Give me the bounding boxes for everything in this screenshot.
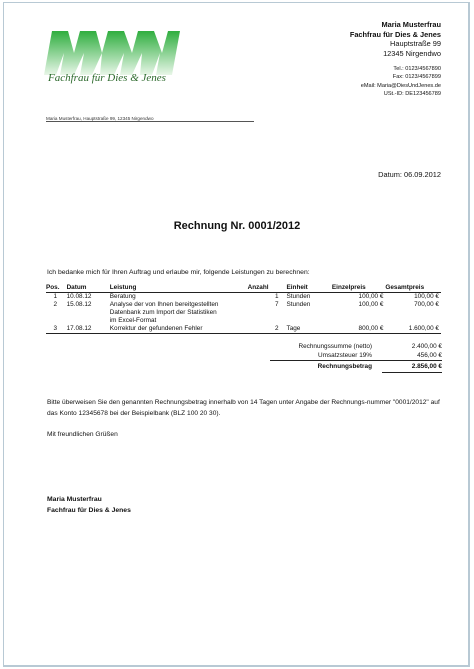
header-pos: Pos. <box>46 283 67 293</box>
header-service: Leistung <box>110 283 248 293</box>
sender-email: eMail: Maria@DiesUndJenes.de <box>360 82 441 89</box>
items-table <box>46 283 441 334</box>
sender-name: Maria Musterfrau <box>381 20 441 29</box>
cell-unit: Stunden <box>286 300 311 308</box>
table-row <box>46 293 441 301</box>
header-date: Datum <box>67 283 110 293</box>
header-unit-price: Einzelpreis <box>332 283 385 293</box>
totals-rule <box>270 360 442 361</box>
cell-date: 17.08.12 <box>67 325 110 333</box>
return-address-rule <box>46 121 254 122</box>
table-row <box>46 325 441 333</box>
service-line: Korrektur der gefundenen Fehler <box>109 324 203 332</box>
cell-unit: Stunden <box>286 293 311 300</box>
vat-row <box>270 352 442 361</box>
cell-total: 700,00 € <box>414 300 439 308</box>
cell-pos: 3 <box>46 325 67 333</box>
cell-unit-price: 800,00 € <box>332 325 385 333</box>
intro-text: Ich bedanke mich für Ihren Auftrag und erlaube mir, folgende Leistungen zu berechnen: <box>47 269 310 276</box>
cell-quantity: 7 <box>274 300 279 308</box>
logo-text: Fachfrau für Dies & Jenes <box>48 72 166 84</box>
net-total-label: Rechnungssumme (netto) <box>298 343 372 350</box>
signature-name: Maria Musterfrau <box>47 496 102 503</box>
closing-greeting: Mit freundlichen Grüßen <box>47 431 118 438</box>
header-total: Gesamtpreis <box>385 283 441 293</box>
sender-vat-id: USt.-ID: DE123456789 <box>383 91 441 98</box>
service-line: im Excel-Format <box>109 316 157 324</box>
cell-total: 1.600,00 € <box>385 325 441 333</box>
cell-quantity: 1 <box>274 293 279 300</box>
cell-pos: 1 <box>53 293 58 300</box>
vat-value: 456,00 € <box>417 351 442 359</box>
table-header-row <box>46 283 441 293</box>
sender-block <box>350 20 441 99</box>
header-quantity: Anzahl <box>248 283 281 293</box>
invoice-page <box>3 2 470 667</box>
gross-total-label: Rechnungsbetrag <box>317 363 372 371</box>
signature-block <box>47 494 131 516</box>
service-line: Beratung <box>109 293 136 300</box>
service-line: Analyse der von Ihnen bereitgestellten <box>109 300 219 308</box>
header-unit: Einheit <box>281 283 332 293</box>
gross-total-value: 2.856,00 € <box>382 363 442 373</box>
service-line: Datenbank zum Import der Statistiken <box>109 308 217 316</box>
vat-label: Umsatzsteuer 19% <box>318 351 372 359</box>
net-total-row <box>270 343 442 352</box>
cell-quantity: 2 <box>248 325 281 333</box>
invoice-title: Rechnung Nr. 0001/2012 <box>173 220 301 232</box>
sender-phone: Tel.: 0123/4567890 <box>393 65 441 72</box>
payment-instructions: Bitte überweisen Sie den genannten Rechnungsbetrag innerhalb von 14 Tagen unter Angabe der Rechnungs-nummer "0001/2012" auf das Konto 12345678 bei der Beispielbank (BLZ 100 20 30). <box>47 399 440 417</box>
sender-company: Fachfrau für Dies & Jenes <box>349 29 441 39</box>
cell-service <box>110 301 248 325</box>
invoice-date: Datum: 06.09.2012 <box>378 170 441 179</box>
cell-unit: Tage <box>281 325 332 333</box>
cell-date: 10.08.12 <box>66 293 92 300</box>
totals-block <box>270 343 442 373</box>
cell-date: 15.08.12 <box>66 300 92 308</box>
gross-total-row <box>270 363 442 373</box>
return-address: Maria Musterfrau, Hauptstraße 99, 12345 Nirgendwo <box>46 116 154 121</box>
cell-unit-price: 100,00 € <box>358 293 384 300</box>
cell-service <box>110 325 248 333</box>
sender-street: Hauptstraße 99 <box>390 39 441 49</box>
net-total-value: 2.400,00 € <box>411 343 442 350</box>
table-row <box>46 301 441 325</box>
cell-unit-price: 100,00 € <box>358 300 384 308</box>
cell-service <box>110 293 248 301</box>
signature-company: Fachfrau für Dies & Jenes <box>47 507 131 514</box>
sender-fax: Fax: 0123/4567899 <box>392 74 441 81</box>
cell-total: 100,00 € <box>414 293 439 300</box>
cell-pos: 2 <box>53 300 58 308</box>
sender-city: 12345 Nirgendwo <box>383 49 441 59</box>
